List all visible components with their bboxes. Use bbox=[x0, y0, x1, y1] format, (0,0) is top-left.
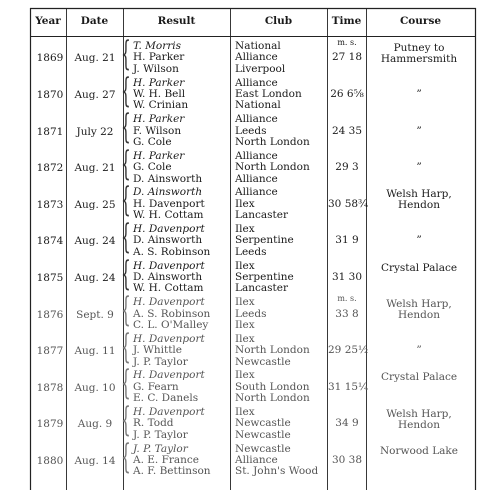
entrant-club: Ilex bbox=[235, 223, 255, 235]
race-date: Aug. 10 bbox=[74, 381, 116, 394]
entry-brace: { bbox=[121, 400, 131, 440]
race-row bbox=[0, 400, 500, 443]
entrant-club: North London bbox=[235, 161, 310, 174]
race-date: Aug. 24 bbox=[74, 271, 116, 284]
race-date: Aug. 11 bbox=[74, 345, 116, 358]
race-course: Putney to Hammersmith bbox=[380, 42, 458, 65]
race-time: 29 3 bbox=[335, 161, 359, 174]
entrant-club: Leeds bbox=[235, 124, 267, 137]
entry-brace: { bbox=[121, 107, 131, 148]
entrant-club: Serpentine bbox=[235, 234, 294, 247]
race-course: ” bbox=[416, 87, 422, 100]
entrant-name: H. Davenport bbox=[133, 332, 205, 345]
race-date: Aug. 21 bbox=[74, 52, 116, 65]
entry-brace: { bbox=[121, 290, 131, 331]
race-row bbox=[0, 180, 500, 223]
race-row bbox=[0, 107, 500, 150]
race-time: 24 35 bbox=[331, 124, 363, 137]
entrant-name: J. P. Taylor bbox=[133, 355, 188, 368]
header-club: Club bbox=[264, 15, 293, 27]
race-year: 1877 bbox=[36, 345, 64, 358]
entrant-name: A. E. France bbox=[133, 453, 200, 466]
race-year: 1872 bbox=[36, 162, 64, 175]
entrant-club: Alliance bbox=[235, 186, 278, 199]
race-row bbox=[0, 143, 500, 187]
entrant-name: A. S. Robinson bbox=[133, 245, 211, 258]
header-date: Date bbox=[80, 15, 109, 27]
entrant-name: J. Whittle bbox=[133, 344, 182, 357]
entrant-name: D. Ainsworth bbox=[133, 270, 203, 283]
race-date: Aug. 14 bbox=[74, 454, 116, 467]
race-course: ” bbox=[416, 234, 422, 247]
entrant-club: Alliance bbox=[235, 172, 278, 185]
entrant-club: Alliance bbox=[235, 76, 278, 89]
race-year: 1873 bbox=[36, 198, 64, 211]
entrant-name: R. Todd bbox=[133, 417, 174, 430]
race-time: 31 15¼ bbox=[328, 380, 369, 393]
entrant-name: C. L. O'Malley bbox=[133, 318, 209, 331]
entrant-club: South London bbox=[235, 380, 310, 393]
entrant-club: East London bbox=[235, 87, 302, 100]
race-row bbox=[0, 217, 500, 260]
entrant-club: Leeds bbox=[235, 307, 267, 320]
race-course: Welsh Harp, Hendon bbox=[386, 188, 452, 212]
entrant-name: H. Davenport bbox=[133, 197, 205, 210]
entrant-club: Ilex bbox=[235, 296, 255, 309]
entrant-name: H. Davenport bbox=[133, 259, 205, 272]
entrant-club: Lancaster bbox=[235, 209, 288, 222]
race-row bbox=[0, 70, 500, 114]
header-result: Result bbox=[157, 15, 196, 27]
race-time: 30 38 bbox=[331, 453, 363, 466]
entrant-name: H. Davenport bbox=[133, 406, 205, 418]
entry-brace: { bbox=[121, 253, 131, 294]
race-course: Norwood Lake bbox=[379, 444, 459, 457]
entrant-club: Ilex bbox=[235, 318, 255, 331]
entrant-club: North London bbox=[235, 135, 310, 148]
entrant-club: North London bbox=[235, 392, 310, 405]
entrant-name: E. C. Danels bbox=[133, 392, 199, 405]
race-year: 1870 bbox=[36, 88, 64, 101]
entrant-club: Liverpool bbox=[235, 62, 286, 75]
entrant-name: W. H. Cottam bbox=[133, 209, 204, 222]
entrant-name: F. Wilson bbox=[133, 124, 182, 137]
race-row bbox=[0, 436, 500, 480]
entrant-name: G. Cole bbox=[133, 161, 172, 174]
entrant-name: D. Ainsworth bbox=[133, 172, 203, 185]
entry-brace: { bbox=[121, 34, 131, 74]
race-year: 1871 bbox=[36, 125, 64, 138]
entrant-name: H. Parker bbox=[133, 113, 185, 126]
race-year: 1880 bbox=[36, 454, 64, 467]
entrant-name: A. F. Bettinson bbox=[133, 465, 211, 478]
race-time: 27 18 bbox=[331, 51, 363, 64]
header-year: Year bbox=[35, 15, 61, 27]
entry-brace: { bbox=[121, 436, 131, 477]
entrant-club: Newcastle bbox=[235, 442, 291, 455]
race-row bbox=[0, 363, 500, 406]
race-course: Crystal Palace bbox=[380, 371, 458, 384]
entrant-club: Ilex bbox=[235, 406, 255, 418]
entrant-name: H. Davenport bbox=[133, 369, 205, 382]
race-date: Aug. 21 bbox=[74, 162, 116, 175]
race-row bbox=[0, 34, 500, 77]
entrant-club: Newcastle bbox=[235, 417, 291, 430]
entrant-name: J. Wilson bbox=[133, 62, 179, 75]
race-course: ” bbox=[416, 161, 422, 174]
race-course: Welsh Harp, Hendon bbox=[386, 408, 452, 431]
entrant-club: National bbox=[235, 40, 281, 52]
entrant-name: W. H. Cottam bbox=[133, 282, 204, 295]
entrant-club: St. John's Wood bbox=[235, 465, 319, 478]
race-date: Aug. 24 bbox=[74, 235, 116, 248]
time-unit-label: m. s. bbox=[337, 294, 357, 304]
race-year: 1874 bbox=[36, 235, 64, 248]
entrant-club: Alliance bbox=[235, 453, 278, 466]
entrant-name: W. Crinian bbox=[133, 99, 189, 112]
entrant-name: H. Davenport bbox=[133, 296, 205, 309]
race-year: 1875 bbox=[36, 271, 64, 284]
entrant-club: National bbox=[235, 99, 281, 112]
entrant-club: Ilex bbox=[235, 197, 255, 210]
race-time: 29 25½ bbox=[328, 344, 369, 357]
entrant-club: Newcastle bbox=[235, 355, 291, 368]
race-date: Aug. 27 bbox=[74, 88, 116, 101]
race-date: Aug. 9 bbox=[77, 418, 113, 431]
header-time: Time bbox=[331, 15, 362, 27]
race-row bbox=[0, 290, 500, 333]
race-course: ” bbox=[416, 124, 422, 137]
race-time: 33 8 bbox=[335, 307, 359, 320]
entry-brace: { bbox=[121, 70, 131, 111]
entrant-club: Ilex bbox=[235, 259, 255, 272]
race-year: 1879 bbox=[36, 418, 64, 431]
race-time: 31 30 bbox=[331, 270, 363, 283]
entrant-club: Newcastle bbox=[235, 428, 291, 441]
entry-brace: { bbox=[121, 326, 131, 367]
race-time: 34 9 bbox=[335, 417, 359, 430]
entrant-club: Ilex bbox=[235, 332, 255, 345]
entrant-name: H. Parker bbox=[133, 76, 185, 89]
race-date: Aug. 25 bbox=[74, 198, 116, 211]
entrant-club: Alliance bbox=[235, 51, 278, 64]
race-year: 1876 bbox=[36, 308, 64, 321]
entrant-club: Alliance bbox=[235, 149, 278, 162]
entrant-name: A. S. Robinson bbox=[133, 307, 211, 320]
header-course: Course bbox=[399, 15, 442, 27]
race-row bbox=[0, 326, 500, 370]
race-date: Sept. 9 bbox=[76, 308, 114, 321]
race-row bbox=[0, 253, 500, 297]
entrant-club: Serpentine bbox=[235, 270, 294, 283]
entrant-name: D. Ainsworth bbox=[133, 186, 203, 199]
time-unit-label: m. s. bbox=[337, 38, 357, 47]
entrant-name: D. Ainsworth bbox=[133, 234, 203, 247]
race-time: 26 6⅝ bbox=[330, 87, 364, 100]
race-course: Welsh Harp, Hendon bbox=[386, 298, 452, 322]
entrant-club: Leeds bbox=[235, 245, 267, 258]
race-date: July 22 bbox=[76, 125, 114, 138]
entrant-name: H. Davenport bbox=[133, 223, 205, 235]
entrant-name: G. Cole bbox=[133, 135, 172, 148]
entrant-name: T. Morris bbox=[133, 40, 181, 52]
entrant-name: J. P. Taylor bbox=[133, 442, 188, 455]
entrant-name: G. Fearn bbox=[133, 380, 179, 393]
race-time: 30 58¾ bbox=[328, 197, 369, 210]
entrant-name: H. Parker bbox=[133, 51, 185, 64]
race-course: ” bbox=[416, 344, 422, 357]
race-course: Crystal Palace bbox=[380, 261, 458, 274]
entrant-club: Lancaster bbox=[235, 282, 288, 295]
entry-brace: { bbox=[121, 143, 131, 184]
entrant-club: North London bbox=[235, 344, 310, 357]
entrant-name: W. H. Bell bbox=[133, 87, 186, 100]
entrant-name: H. Parker bbox=[133, 149, 185, 162]
entrant-club: Alliance bbox=[235, 113, 278, 126]
entrant-name: J. P. Taylor bbox=[133, 428, 188, 441]
entry-brace: { bbox=[121, 217, 131, 257]
entry-brace: { bbox=[121, 180, 131, 221]
race-year: 1869 bbox=[36, 52, 64, 65]
entrant-club: Ilex bbox=[235, 369, 255, 382]
race-time: 31 9 bbox=[335, 234, 359, 247]
entry-brace: { bbox=[121, 363, 131, 404]
race-year: 1878 bbox=[36, 381, 64, 394]
